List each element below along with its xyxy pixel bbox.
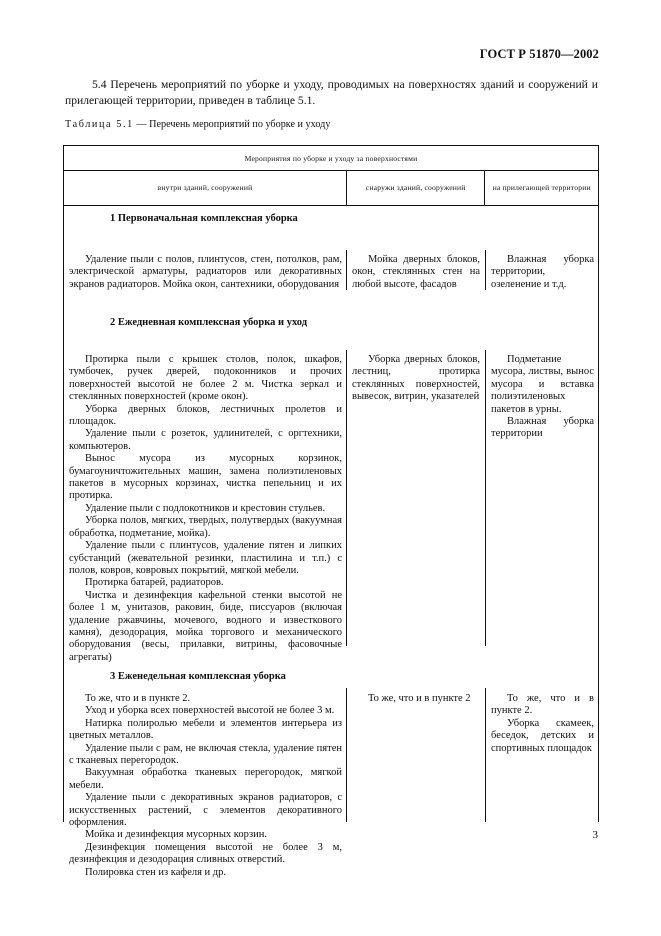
- text-paragraph: Мойка дверных блоков, окон, стеклянных стен на любой высоте, фасадов: [352, 254, 480, 290]
- table-caption-text: — Перечень мероприятий по уборке и уходу: [133, 119, 331, 130]
- table-border-left: [63, 206, 64, 822]
- text-paragraph: Чистка и дезинфекция кафельной стенки высотой не более 1 м, унитазов, раковин, биде, писсуаров (включая удаление ржавчины, мочевого, водного и известкового камня), дезодорация, мойка торгового и механического оборудования (весы, прилавки, витрины, фасовочные агрегаты): [69, 589, 342, 663]
- text-paragraph: Вакуумная обработка тканевых перегородок, мягкой мебели.: [69, 767, 342, 791]
- text-paragraph: Уборка полов, мягких, твердых, полутвердых (вакуумная обработка, подметание, мойка).: [69, 515, 342, 539]
- text-paragraph: Протирка батарей, радиаторов.: [85, 577, 224, 589]
- text-paragraph: Протирка пыли с крышек столов, полок, шкафов, тумбочек, ручек дверей, подоконников и прочих поверхностей высотой не более 2 м. Чистка зеркал и стеклянных поверхностей (кроме окон).: [69, 354, 342, 403]
- text-paragraph: Полировка стен из кафеля и др.: [85, 866, 227, 878]
- section1-inside-cell: [69, 254, 342, 291]
- section3-outside-cell: [352, 693, 480, 705]
- section3-territory-cell: [491, 693, 594, 755]
- document-code: ГОСТ Р 51870—2002: [479, 47, 599, 61]
- section2-outside-cell: [352, 354, 480, 404]
- text-paragraph: Влажная уборка территории: [491, 416, 594, 440]
- text-paragraph: Удаление пыли с подлокотников и крестовин стульев.: [85, 502, 326, 514]
- section-title: 2 Ежедневная комплексная уборка и уход: [110, 317, 308, 328]
- text-paragraph: Удаление пыли с плинтусов, удаление пятен и липких субстанций (жевательной резинки, пластилина и т.п.) с полов, ковров, ковровых покрытий, мягкой мебели.: [69, 540, 342, 576]
- text-paragraph: Удаление пыли с рам, не включая стекла, удаление пятен с тканевых перегородок.: [69, 742, 342, 767]
- table-subheader-row: [63, 171, 599, 206]
- text-paragraph: Вынос мусора из мусорных корзинок, бумагоуничтожительных машин, замена полиэтиленовых пакетов в мусорных корзинах, чистка пепельниц и их протирка.: [69, 453, 342, 502]
- col-header-territory: на прилегающей территории: [484, 171, 598, 205]
- text-paragraph: Удаление пыли с декоративных экранов радиаторов, с искусственных растений, с элементов декоративного оформления.: [69, 792, 342, 829]
- section3-inside-cell: [69, 693, 342, 879]
- text-paragraph: Подметание мусора, листвы, вынос мусора и вставка полиэтиленовых пакетов в урны.: [491, 354, 594, 415]
- table-header-top: Мероприятия по уборке и уходу за поверхностями: [63, 145, 599, 171]
- column-divider: [346, 250, 347, 290]
- table-caption-label: Таблица 5.1: [65, 119, 134, 130]
- text-paragraph: Удаление пыли с розеток, удлинителей, с оргтехники, компьютеров.: [69, 428, 342, 452]
- text-paragraph: Удаление пыли с полов, плинтусов, стен, потолков, рам, электрической арматуры, радиаторов или декоративных экранов радиаторов. Мойка окон, сантехники, оборудования: [69, 254, 342, 290]
- column-divider: [346, 350, 347, 646]
- section2-territory-cell: [491, 354, 594, 441]
- text-paragraph: То же, что и в пункте 2: [368, 693, 471, 704]
- section2-inside-cell: [69, 354, 342, 664]
- col-header-outside: снаружи зданий, сооружений: [346, 171, 484, 205]
- text-paragraph: То же, что и в пункте 2.: [85, 693, 191, 704]
- text-paragraph: Уборка скамеек, беседок, детских и спортивных площадок: [491, 717, 594, 754]
- section1-outside-cell: [352, 254, 480, 291]
- table-border-right: [598, 206, 599, 822]
- section-title: 1 Первоначальная комплексная уборка: [110, 213, 298, 224]
- column-divider: [485, 350, 486, 646]
- text-paragraph: Влажная уборка территории, озеленение и т.д.: [491, 254, 594, 290]
- text-paragraph: Уборка дверных блоков, лестниц, протирка стеклянных поверхностей, вывесок, витрин, указателей: [352, 354, 480, 403]
- text-paragraph: Уборка дверных блоков, лестничных пролетов и площадок.: [69, 403, 342, 428]
- text-paragraph: Натирка полиролью мебели и элементов интерьера из цветных металлов.: [69, 717, 342, 742]
- text-paragraph: Уход и уборка всех поверхностей высотой не более 3 м.: [85, 705, 335, 717]
- text-paragraph: Дезинфекция помещения высотой не более 3 м, дезинфекция и дезодорация сливных отверстий.: [69, 841, 342, 866]
- section1-territory-cell: [491, 254, 594, 291]
- column-divider: [346, 688, 347, 822]
- column-divider: [485, 250, 486, 290]
- intro-paragraph: 5.4 Перечень мероприятий по уборке и уходу, проводимых на поверхностях зданий и сооружений и прилегающей территории, приведен в таблице 5.1.: [65, 78, 598, 107]
- section-title: 3 Еженедельная комплексная уборка: [110, 671, 286, 682]
- measures-table: [63, 145, 599, 878]
- column-divider: [485, 688, 486, 822]
- table-caption: [65, 119, 330, 130]
- col-header-inside: внутри зданий, сооружений: [157, 183, 253, 192]
- text-paragraph: То же, что и в пункте 2.: [491, 693, 594, 717]
- page-number: 3: [592, 829, 598, 841]
- text-paragraph: Мойка и дезинфекция мусорных корзин.: [85, 829, 268, 841]
